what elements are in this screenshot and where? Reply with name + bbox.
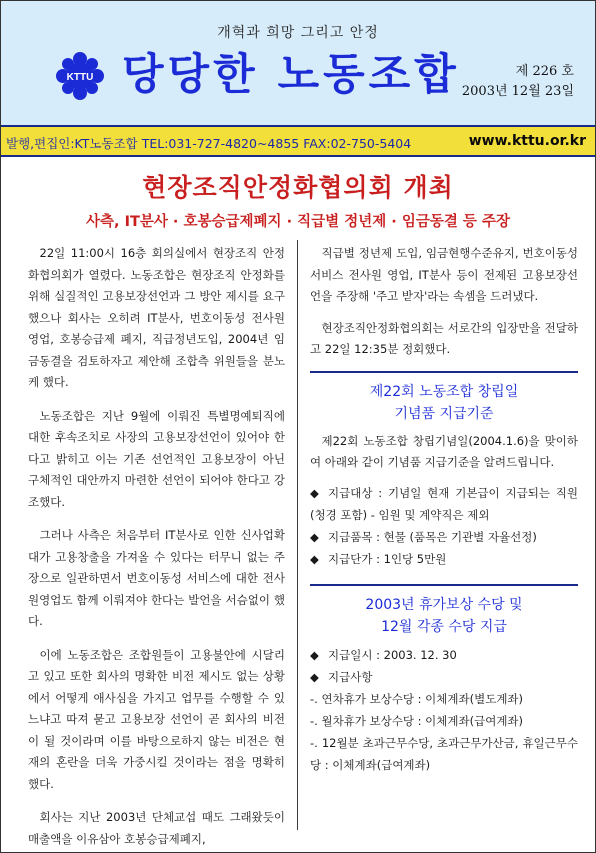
right-column: [310, 243, 578, 776]
motto: 개혁과 희망 그리고 안정: [217, 25, 379, 41]
gift-criteria-list: [310, 482, 578, 570]
list-item: [310, 644, 578, 666]
sub-list-item: -. 연차휴가 보상수당 : 이체계좌(별도계좌): [310, 691, 524, 706]
list-item-text: 지급단가 : 1인당 5만원: [328, 551, 447, 566]
article-paragraph: 그러나 사측은 처음부터 IT분사로 인한 신사업확대가 고용창출을 가져올 수 있다는 터무니 없는 주장으로 일관하면서 번호이동성 서비스에 대한 전사원영업도 함께 이뤄져야 한다는 발언을 서슴없이 했다.: [28, 528, 285, 628]
newspaper-title: 당당한 노동조합: [122, 50, 460, 100]
sub-list-item: -. 월차휴가 보상수당 : 이체계좌(급여계좌): [310, 713, 524, 728]
payment-sub-list: [310, 688, 578, 776]
anniversary-gift-notice: [310, 371, 578, 570]
notice-title-line: 제22회 노동조합 창립일: [369, 383, 519, 400]
left-column: [28, 243, 285, 853]
issue-number: 제 226 호: [515, 64, 574, 79]
logo-text: KTTU: [66, 72, 94, 83]
diamond-bullet-icon: ◆: [310, 485, 319, 500]
list-item: [310, 482, 578, 526]
website-link[interactable]: www.kttu.or.kr: [468, 133, 586, 149]
article-subhead: 사측, IT분사 · 호봉승급제폐지 · 직급별 정년제 · 임금동결 등 주장: [86, 214, 510, 230]
notice-title-line: 12월 각종 수당 지급: [381, 618, 507, 635]
article-paragraph: 이에 노동조합은 조합원들이 고용불안에 시달리고 있고 또한 회사의 명확한 비전 제시도 없는 상황에서 어떻게 애사심을 가지고 업무를 수행할 수 있느냐고 따져 묻고 고용보장 선언이 곧 회사의 비전이 될 것이라며 이를 바탕으로하지 않는 비전은 현재의 혼란을 더욱 가중시킬 것이라는 점을 명확히 했다.: [28, 647, 285, 791]
issue-date: 2003년 12월 23일: [461, 84, 574, 99]
issue-info: [462, 62, 574, 102]
column-divider: [297, 240, 298, 830]
notice-title-line: 2003년 휴가보상 수당 및: [365, 596, 523, 613]
article-paragraph: 회사는 지난 2003년 단체교섭 때도 그래왔듯이 매출액을 이유삼아 호봉승급제폐지,: [28, 810, 285, 846]
list-item: [310, 526, 578, 548]
list-item-text: 지급대상 : 기념일 현재 기본급이 지급되는 직원(청경 포함) - 임원 및 계약직은 제외: [310, 485, 578, 522]
payment-list: [310, 644, 578, 688]
list-item-text: 지급일시 : 2003. 12. 30: [328, 647, 457, 662]
diamond-bullet-icon: ◆: [310, 669, 319, 684]
notice-title: [310, 594, 578, 638]
list-item-text: 지급사항: [328, 669, 373, 684]
article-paragraph: 22일 11:00시 16층 회의실에서 현장조직 안정화협의회가 열렸다. 노동조합은 현장조직 안정화를 위해 실질적인 고용보장선언과 그 방안 제시를 요구했으나 회사는 오히려 IT분사, 번호이동성 전사원 영업, 호봉승급제 폐지, 직급정년도입, 2004년 임금동결을 검토하자고 제안해 조합측 위원들을 분노케 했다.: [28, 246, 285, 389]
publisher-bar: [0, 127, 596, 157]
sub-list-item: -. 12월분 초과근무수당, 초과근무가산금, 휴일근무수당 : 이체계좌(급여계좌): [310, 735, 578, 772]
publisher-contact: 발행,편집인:KT노동조합 TEL:031-727-4820~4855 FAX:02-750-5404: [6, 136, 412, 151]
article-paragraph: 노동조합은 지난 9월에 이뤄진 특별명예퇴직에 대한 후속조치로 사장의 고용보장선언이 있어야 한다고 밝히고 이는 기존 선언적인 고용보장이 아닌 구체적인 대안까지 마련한 선언이 되어야 한다고 강조했다.: [28, 408, 285, 509]
kttu-logo-icon: [50, 50, 110, 102]
article-paragraph: 직급별 정년제 도입, 임금현행수준유지, 번호이동성서비스 전사원 영업, IT분사 등이 전제된 고용보장선언을 주장해 '주고 받자'라는 속셈을 드러냈다.: [310, 246, 578, 303]
diamond-bullet-icon: ◆: [310, 529, 319, 544]
list-item-text: 지급품목 : 현물 (품목은 기관별 자율선정): [328, 529, 537, 544]
notice-title-line: 기념품 지급기준: [394, 405, 494, 422]
diamond-bullet-icon: ◆: [310, 551, 319, 566]
notice-title: [310, 381, 578, 425]
notice-intro: 제22회 노동조합 창립기념일(2004.1.6)을 맞이하여 아래와 같이 기념품 지급기준을 알려드립니다.: [310, 433, 578, 469]
article-paragraph: 현장조직안정화협의회는 서로간의 입장만을 전달하고 22일 12:35분 정회했다.: [310, 320, 578, 356]
masthead: [0, 0, 596, 127]
list-item: [310, 666, 578, 688]
allowance-payment-notice: [310, 584, 578, 776]
diamond-bullet-icon: ◆: [310, 647, 319, 662]
list-item: [310, 548, 578, 570]
article-headline: 현장조직안정화협의회 개최: [142, 173, 454, 202]
